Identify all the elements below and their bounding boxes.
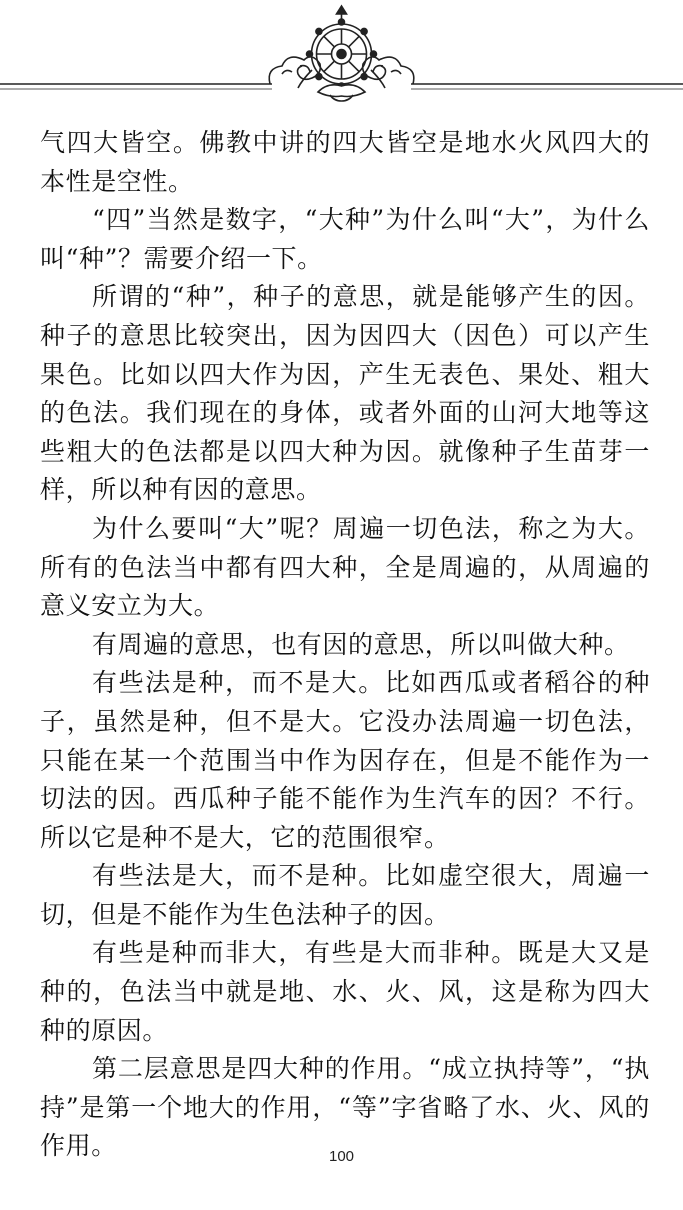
paragraph-2: “四”当然是数字，“大种”为什么叫“大”，为什么叫“种”？需要介绍一下。 xyxy=(40,205,650,273)
paragraph-1: 气四大皆空。佛教中讲的四大皆空是地水火风四大的本性是空性。 xyxy=(40,128,650,196)
paragraph-7: 有些法是大，而不是种。比如虚空很大，周遍一切，但是不能作为生色法种子的因。 xyxy=(40,861,650,929)
page-number: 100 xyxy=(328,1148,355,1165)
paragraph-5: 有周遍的意思，也有因的意思，所以叫做大种。 xyxy=(92,629,630,659)
paragraph-6: 有些法是种，而不是大。比如西瓜或者稻谷的种子，虽然是种，但不是大。它没办法周遍一切色法，只能在某一个范围当中作为因存在，但是不能作为一切法的因。西瓜种子能不能作为生汽车的因？不行。所以它是种不是大，它的范围很窄。 xyxy=(40,668,650,852)
paragraph-4: 为什么要叫“大”呢？周遍一切色法，称之为大。所有的色法当中都有四大种，全是周遍的，从周遍的意义安立为大。 xyxy=(40,513,650,621)
paragraph-8: 有些是种而非大，有些是大而非种。既是大又是种的，色法当中就是地、水、火、风，这是称为四大种的原因。 xyxy=(40,938,650,1045)
document-body xyxy=(40,124,650,1166)
header-ornament xyxy=(0,0,683,110)
dharma-wheel-icon xyxy=(298,6,385,101)
paragraph-9: 第二层意思是四大种的作用。“成立执持等”，“执持”是第一个地大的作用，“等”字省略了水、火、风的作用。 xyxy=(40,1054,650,1161)
paragraph-3: 所谓的“种”，种子的意思，就是能够产生的因。种子的意思比较突出，因为因四大（因色）可以产生果色。比如以四大作为因，产生无表色、果处、粗大的色法。我们现在的身体，或者外面的山河大地等这些粗大的色法都是以四大种为因。就像种子生苗芽一样，所以种有因的意思。 xyxy=(40,282,650,505)
